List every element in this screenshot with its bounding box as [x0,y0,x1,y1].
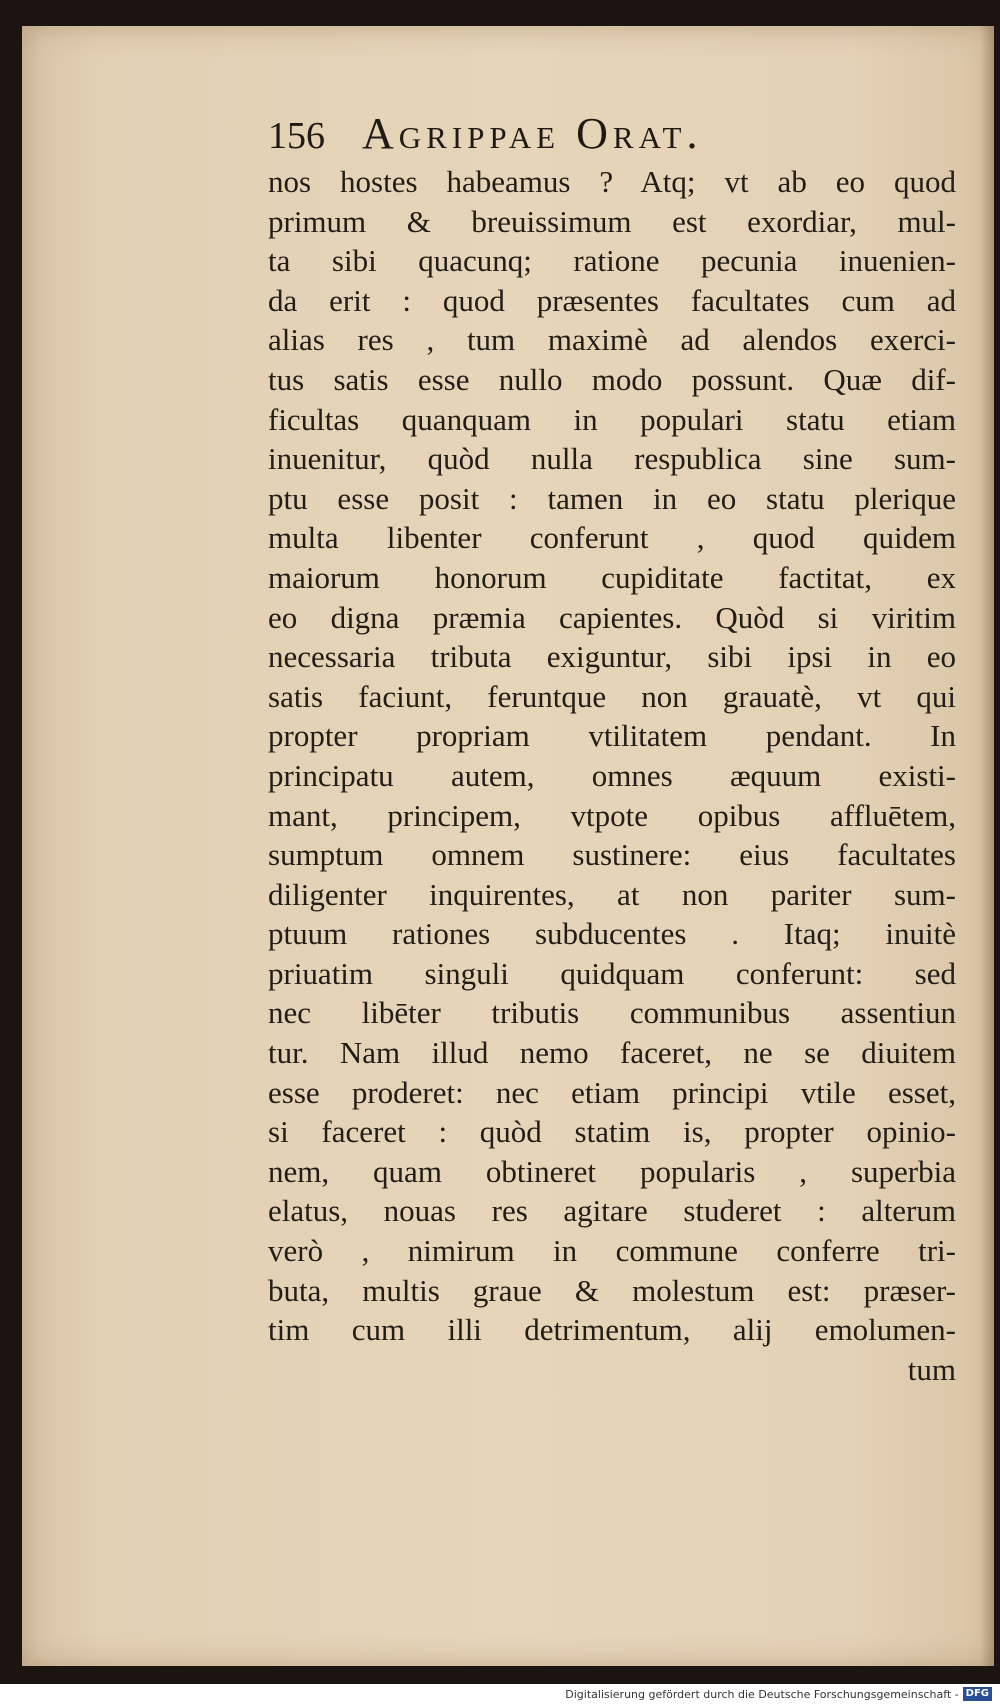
running-title: Agrippae Orat. [362,109,703,158]
text-line: ficultas quanquam in populari statu etiam [268,401,956,437]
text-line: alias res , tum maximè ad alendos exerci- [268,322,956,358]
text-line: ptuum rationes subducentes . Itaq; inuitè [268,916,956,952]
page-number: 156 [268,115,325,157]
footer-credit: Digitalisierung gefördert durch die Deutsche Forschungsgemeinschaft - [565,1687,959,1701]
text-line: nem, quam obtineret popularis , superbia [268,1153,956,1189]
text-line: necessaria tributa exiguntur, sibi ipsi in eo [268,639,956,675]
text-line: nos hostes habeamus ? Atq; vt ab eo quod [268,164,956,199]
digitization-footer [565,1687,992,1701]
text-line: verò , nimirum in commune conferre tri- [268,1233,956,1269]
text-line: principatu autem, omnes æquum existi- [268,757,956,793]
text-line: tum [907,1351,956,1387]
text-line: inuenitur, quòd nulla respublica sine sum- [268,441,956,477]
text-line: satis faciunt, feruntque non grauatè, vt qui [268,678,956,714]
text-line: maiorum honorum cupiditate factitat, ex [268,559,956,595]
text-line: tur. Nam illud nemo faceret, ne se diuitem [268,1035,956,1071]
body-text [268,162,956,1389]
text-line: priuatim singuli quidquam conferunt: sed [268,955,956,991]
text-line: eo digna præmia capientes. Quòd si viritim [268,599,956,635]
text-line: tus satis esse nullo modo possunt. Quæ dif- [268,361,956,397]
text-line: nec libēter tributis communibus assentiun [268,995,956,1031]
text-line: elatus, nouas res agitare studeret : alterum [268,1193,956,1229]
dfg-logo: DFG [963,1687,992,1701]
text-line: si faceret : quòd statim is, propter opinio- [268,1114,956,1150]
text-line: ptu esse posit : tamen in eo statu plerique [268,480,956,516]
text-line: primum & breuissimum est exordiar, mul- [268,203,956,239]
text-line: esse proderet: nec etiam principi vtile esset, [268,1074,956,1110]
text-line: mant, principem, vtpote opibus affluētem, [268,797,956,833]
text-line: sumptum omnem sustinere: eius facultates [268,837,956,873]
text-line: da erit : quod præsentes facultates cum ad [268,282,956,318]
text-line: propter propriam vtilitatem pendant. In [268,718,956,754]
text-line: multa libenter conferunt , quod quidem [268,520,956,556]
page-header [268,109,908,160]
text-line: buta, multis graue & molestum est: præser- [268,1272,956,1308]
text-line: ta sibi quacunq; ratione pecunia inuenien- [268,243,956,279]
text-line: tim cum illi detrimentum, alij emolumen- [268,1312,956,1348]
page-edge-shadow [980,26,994,1666]
text-line: diligenter inquirentes, at non pariter sum- [268,876,956,912]
